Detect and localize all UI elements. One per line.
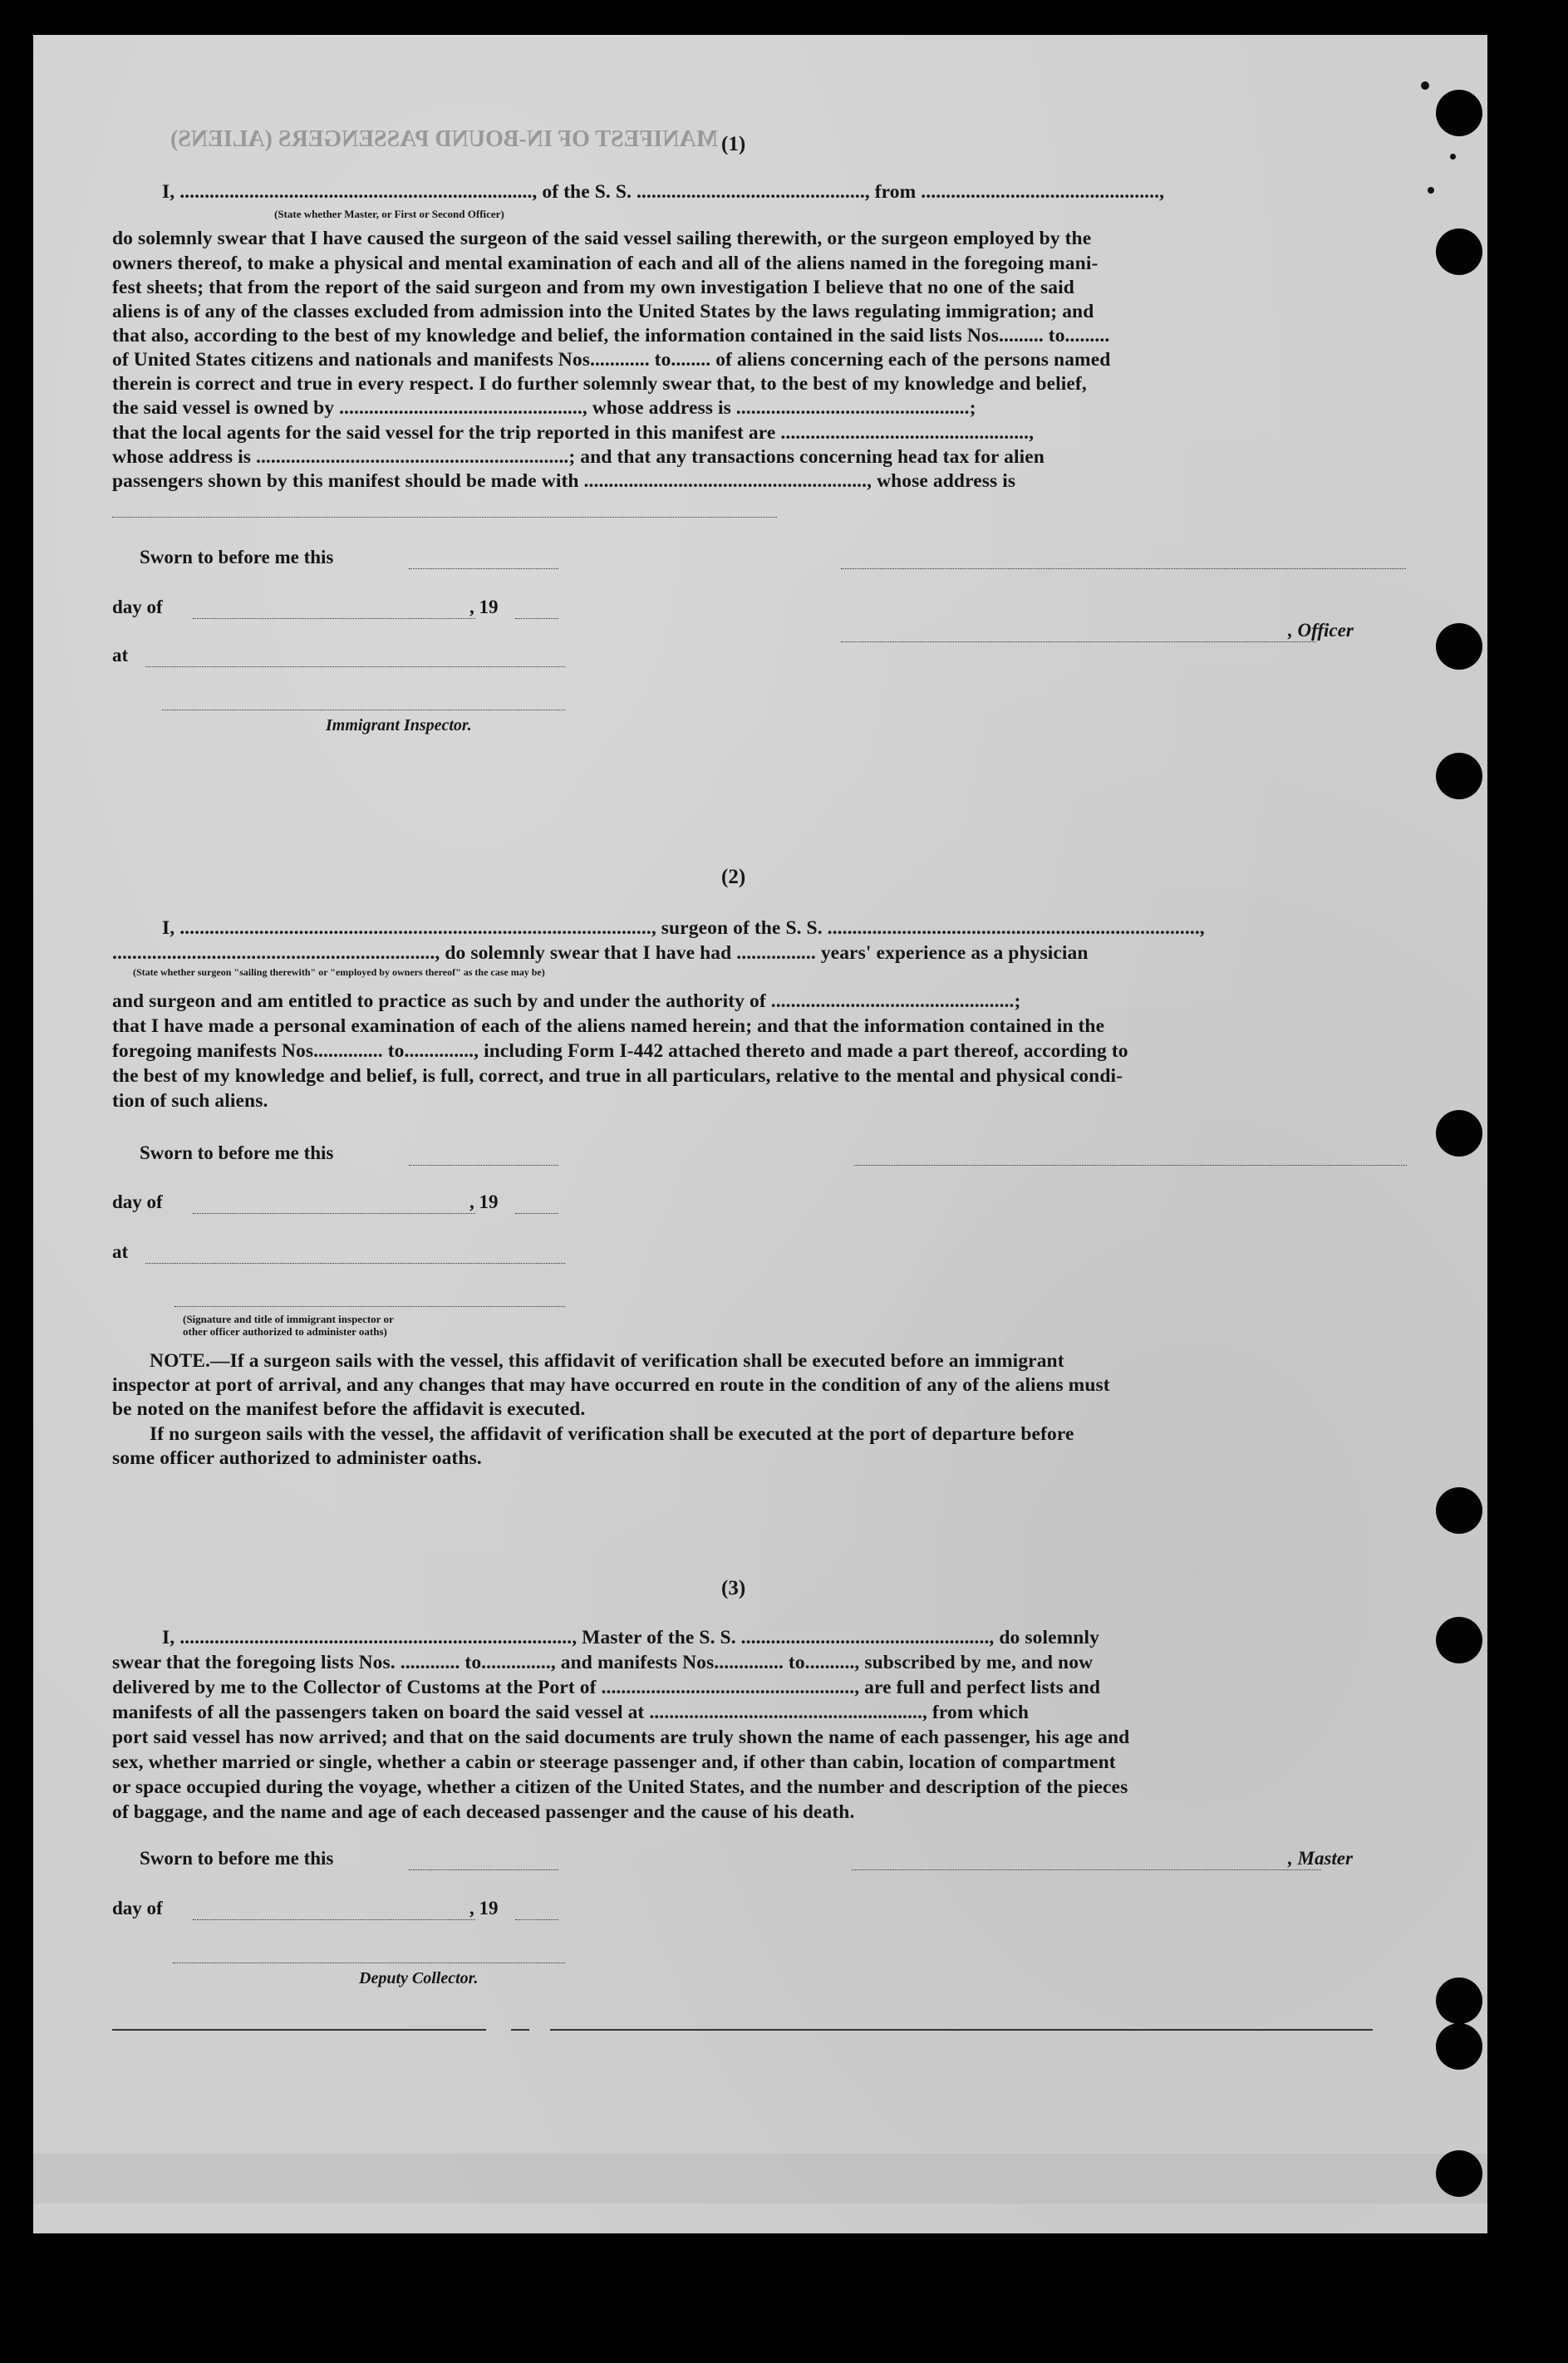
section-2-note: (State whether surgeon "sailing therewith" or "employed by owners thereof" as the case may be) (133, 966, 545, 978)
section-3-line: manifests of all the passengers taken on board the said vessel at ......................................................., from which (112, 1702, 1030, 1723)
section-1-note-under-I: (State whether Master, or First or Second Officer) (274, 208, 504, 220)
section-1-line: that also, according to the best of my knowledge and belief, the information contained in the said lists Nos......... to......... (112, 325, 1110, 346)
section-1-officer-signature-line (841, 568, 1406, 569)
section-1-sworn-label: Sworn to before me this (140, 547, 334, 567)
section-1-line: the said vessel is owned by ................................................., whose address is ...............................................; (112, 397, 976, 419)
section-1-line: I, ......................................................................., of the S. S. .............................................., from ................................................, (162, 181, 1165, 203)
section-1-line: that the local agents for the said vessel for the trip reported in this manifest are .................................................., (112, 422, 1035, 444)
section-2-sworn-label: Sworn to before me this (140, 1142, 334, 1163)
section-2-note-line: NOTE.—If a surgeon sails with the vessel, this affidavit of verification shall be executed before an immigrant (150, 1350, 1064, 1372)
section-1-line: do solemnly swear that I have caused the surgeon of the said vessel sailing therewith, or the surgeon employed by the (112, 228, 1092, 249)
section-2-note-line: be noted on the manifest before the affidavit is executed. (112, 1398, 586, 1420)
section-2-day-label: day of (112, 1191, 163, 1212)
section-3-year-field (515, 1919, 558, 1920)
section-2-year-field (515, 1213, 558, 1214)
punch-hole-icon (1436, 1110, 1482, 1157)
section-1-day-label: day of (112, 597, 163, 617)
bottom-rule-left (112, 2029, 486, 2031)
section-1-number: (1) (721, 133, 746, 155)
section-2-note-line: some officer authorized to administer oaths. (112, 1447, 482, 1469)
section-2-sworn-field (409, 1165, 558, 1166)
ghost-mirrored-title: MANIFEST OF IN-BOUND PASSENGERS (ALIENS) (170, 126, 719, 152)
punch-hole-icon (1436, 90, 1482, 136)
section-1-day-field (193, 618, 475, 619)
section-1-officer-label: , Officer (1288, 620, 1354, 641)
punch-hole-icon (1436, 753, 1482, 799)
section-3-line: delivered by me to the Collector of Customs at the Port of ..................................................., are full and perfect lists and (112, 1677, 1101, 1698)
section-2-surgeon-signature-line (854, 1165, 1407, 1166)
section-1-at-field (145, 666, 565, 667)
section-2-line: and surgeon and am entitled to practice as such by and under the authority of .................................................; (112, 990, 1021, 1012)
section-1-continuation-line (112, 517, 777, 518)
section-1-officer-line (841, 641, 1316, 642)
section-2-year-label: , 19 (469, 1191, 499, 1212)
punch-hole-icon (1436, 1487, 1482, 1534)
section-3-line: I, ..............................................................................., Master of the S. S. .................................................., do solemnly (162, 1627, 1099, 1648)
section-1-line: aliens is of any of the classes excluded from admission into the United States by the laws regulating immigration; and (112, 301, 1094, 322)
speck-icon (1421, 81, 1429, 90)
section-2-note-line: If no surgeon sails with the vessel, the affidavit of verification shall be executed at the port of departure before (150, 1423, 1074, 1445)
section-2-line: tion of such aliens. (112, 1090, 268, 1112)
section-2-day-field (193, 1213, 475, 1214)
section-1-inspector-label: Immigrant Inspector. (326, 716, 472, 734)
section-2-line: foregoing manifests Nos.............. to.............., including Form I-442 attached thereto and made a part thereof, according to (112, 1040, 1128, 1062)
section-1-line: therein is correct and true in every respect. I do further solemnly swear that, to the best of my knowledge and belief, (112, 373, 1087, 395)
punch-hole-icon (1436, 623, 1482, 670)
section-1-year-field (515, 618, 558, 619)
section-1-line: passengers shown by this manifest should be made with ........................................................., whose address is (112, 470, 1016, 492)
section-3-day-label: day of (112, 1898, 163, 1918)
punch-hole-icon (1436, 2150, 1482, 2197)
section-3-day-field (193, 1919, 475, 1920)
section-3-line: port said vessel has now arrived; and that on the said documents are truly shown the name of each passenger, his age and (112, 1727, 1130, 1748)
section-1-year-label: , 19 (469, 597, 499, 617)
section-1-line: whose address is ...............................................................; and that any transactions concerning head tax for alien (112, 446, 1045, 468)
section-3-sworn-label: Sworn to before me this (140, 1848, 334, 1869)
section-3-master-signature-line (852, 1869, 1321, 1870)
section-2-note-line: inspector at port of arrival, and any changes that may have occurred en route in the condition of any of the aliens must (112, 1374, 1110, 1396)
punch-hole-icon (1436, 1977, 1482, 2024)
section-2-at-field (145, 1263, 565, 1264)
section-3-sworn-field (409, 1869, 558, 1870)
section-1-line: fest sheets; that from the report of the said surgeon and from my own investigation I believe that no one of the said (112, 277, 1074, 298)
section-2-inspector-signature-line (174, 1306, 565, 1307)
section-2-line: the best of my knowledge and belief, is full, correct, and true in all particulars, relative to the mental and physical condi- (112, 1065, 1123, 1087)
section-3-collector-label: Deputy Collector. (359, 1969, 479, 1987)
section-3-line: of baggage, and the name and age of each deceased passenger and the cause of his death. (112, 1801, 855, 1823)
punch-hole-icon (1436, 228, 1482, 275)
section-1-line: of United States citizens and nationals and manifests Nos............ to........ of aliens concerning each of the persons named (112, 349, 1111, 371)
section-1-line: owners thereof, to make a physical and mental examination of each and all of the aliens named in the foregoing mani- (112, 253, 1099, 274)
bottom-rule-dash (511, 2029, 529, 2031)
section-2-line: I, ..............................................................................................., surgeon of the S. S. ..........................................................................., (162, 917, 1205, 939)
form-page (33, 35, 1487, 2233)
section-3-line: sex, whether married or single, whether a cabin or steerage passenger and, if other than cabin, location of compartment (112, 1751, 1116, 1773)
section-2-signer-note: (Signature and title of immigrant inspector or (183, 1313, 394, 1325)
section-2-at-label: at (112, 1241, 129, 1262)
section-3-line: swear that the foregoing lists Nos. ............ to.............., and manifests Nos.............. to.........., subscribed by me, and now (112, 1652, 1094, 1673)
section-2-line: that I have made a personal examination of each of the aliens named herein; and that the information contained in the (112, 1015, 1105, 1037)
section-2-line: ................................................................., do solemnly swear that I have had ................ years' experience as a physician (112, 942, 1089, 964)
section-2-number: (2) (721, 866, 746, 888)
section-1-sworn-field (409, 568, 558, 569)
section-2-signer-note: other officer authorized to administer oaths) (183, 1325, 387, 1338)
punch-hole-icon (1436, 1617, 1482, 1663)
bottom-rule-right (550, 2029, 1373, 2031)
section-3-year-label: , 19 (469, 1898, 499, 1918)
speck-icon (1450, 154, 1456, 160)
punch-hole-icon (1436, 2023, 1482, 2070)
section-3-number: (3) (721, 1577, 746, 1599)
section-1-at-label: at (112, 645, 129, 666)
speck-icon (1428, 187, 1434, 194)
section-3-line: or space occupied during the voyage, whether a citizen of the United States, and the number and description of the pieces (112, 1776, 1128, 1798)
ghost-bleedthrough (33, 2154, 1487, 2203)
section-3-master-label: , Master (1288, 1848, 1353, 1869)
